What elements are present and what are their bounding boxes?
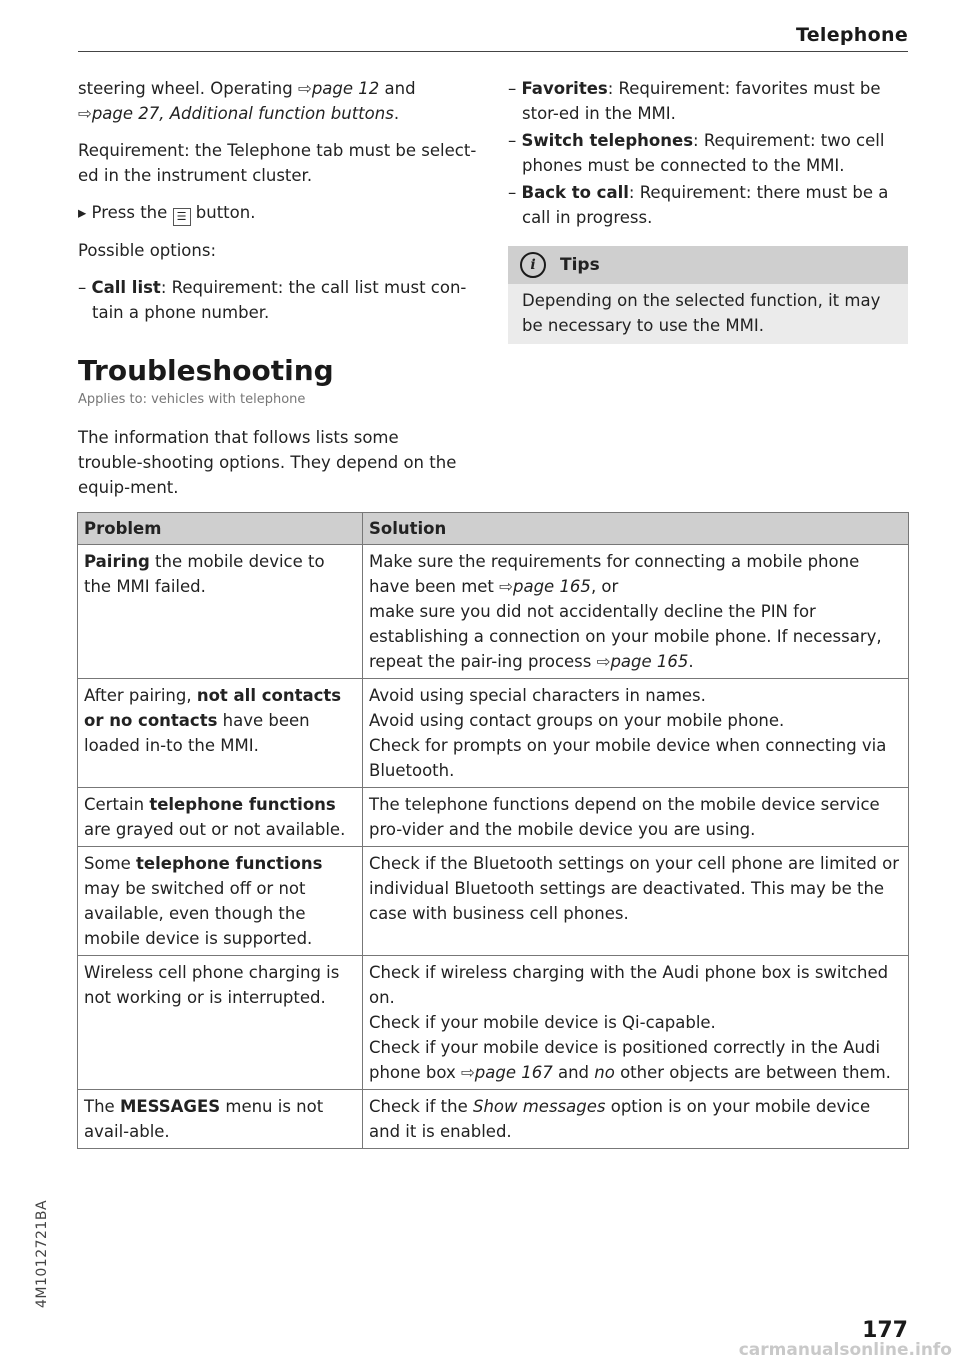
arrow-icon: ⇨ [596, 652, 611, 671]
triangle-bullet-icon: ▸ [78, 203, 92, 222]
arrow-icon: ⇨ [78, 104, 92, 123]
list-item-back-to-call: – Back to call: Requirement: there must be a call in progress. [508, 183, 889, 227]
troubleshooting-table [77, 512, 909, 1149]
problem-cell: Certain telephone functions are grayed out or not available. [78, 788, 363, 847]
tips-box [508, 246, 908, 344]
solution-cell: Make sure the requirements for connecting a mobile phone have been met ⇨page 165, or make sure you did not accidentally decline the PIN for establishing a connection on your mobile phone. If necessary, repeat the pair-ing process ⇨page 165. [363, 545, 909, 679]
problem-cell: Pairing the mobile device to the MMI failed. [78, 545, 363, 679]
instruction-step: ▸ Press the ☰ button. [78, 200, 478, 226]
list-item-favorites: – Favorites: Requirement: favorites must be stor-ed in the MMI. [508, 79, 881, 123]
column-header-problem: Problem [78, 513, 363, 545]
table-row [78, 1090, 909, 1149]
column-header-solution: Solution [363, 513, 909, 545]
section-title: Telephone [795, 24, 908, 46]
info-icon: i [520, 252, 546, 278]
header-rule [78, 51, 908, 52]
arrow-icon: ⇨ [460, 1063, 475, 1082]
page-ref-link[interactable]: page 12 [311, 79, 380, 98]
arrow-icon: ⇨ [499, 577, 513, 596]
table-row [78, 847, 909, 956]
problem-cell: Some telephone functions may be switched off or not available, even though the mobile device is supported. [78, 847, 363, 956]
applies-to-note: Applies to: vehicles with telephone [78, 392, 306, 407]
tips-body: Depending on the selected function, it may be necessary to use the MMI. [522, 291, 881, 335]
solution-cell: The telephone functions depend on the mobile device service pro-vider and the mobile device you are using. [363, 788, 909, 847]
paragraph-operating: steering wheel. Operating ⇨page 12 and ⇨page 27, Additional function buttons. [78, 79, 416, 123]
tips-header: i Tips [508, 246, 908, 284]
solution-cell: Check if wireless charging with the Audi phone box is switched on. Check if your mobile device is Qi-capable. Check if your mobile device is positioned correctly in the Audi phone box ⇨page 167 and no other objects are between them. [363, 956, 909, 1090]
problem-cell: After pairing, not all contacts or no contacts have been loaded in-to the MMI. [78, 679, 363, 788]
solution-cell: Check if the Show messages option is on your mobile device and it is enabled. [363, 1090, 909, 1149]
table-header-row [78, 513, 909, 545]
solution-cell: Avoid using special characters in names. Avoid using contact groups on your mobile phone. Check for prompts on your mobile device when connecting via Bluetooth. [363, 679, 909, 788]
table-row [78, 679, 909, 788]
menu-button-icon: ☰ [173, 208, 191, 226]
page-ref-link[interactable]: page 165 [512, 577, 591, 596]
page-number: 177 [862, 1318, 908, 1343]
page-ref-link[interactable]: page 27, Additional function buttons [91, 104, 394, 123]
solution-cell: Check if the Bluetooth settings on your cell phone are limited or individual Bluetooth settings are deactivated. This may be the case with business cell phones. [363, 847, 909, 956]
right-column [508, 76, 908, 344]
paragraph-options: Possible options: [78, 241, 217, 260]
site-watermark: carmanualsonline.info [738, 1340, 952, 1360]
paragraph-requirement: Requirement: the Telephone tab must be select-ed in the instrument cluster. [78, 141, 477, 185]
problem-cell: Wireless cell phone charging is not working or is interrupted. [78, 956, 363, 1090]
troubleshooting-heading: Troubleshooting [78, 354, 334, 387]
table-row [78, 545, 909, 679]
left-column [78, 76, 478, 325]
table-row [78, 956, 909, 1090]
list-item-call-list: – Call list: Requirement: the call list must con-tain a phone number. [78, 278, 467, 322]
page-ref-link[interactable]: page 165 [610, 652, 689, 671]
problem-cell: The MESSAGES menu is not avail-able. [78, 1090, 363, 1149]
document-code: 4M1012721BA [34, 1199, 50, 1308]
troubleshooting-intro: The information that follows lists some trouble-shooting options. They depend on the equip-ment. [78, 428, 457, 497]
page-ref-link[interactable]: page 167 [474, 1063, 553, 1082]
table-row [78, 788, 909, 847]
arrow-icon: ⇨ [297, 79, 312, 98]
list-item-switch-telephones: – Switch telephones: Requirement: two cell phones must be connected to the MMI. [508, 131, 885, 175]
